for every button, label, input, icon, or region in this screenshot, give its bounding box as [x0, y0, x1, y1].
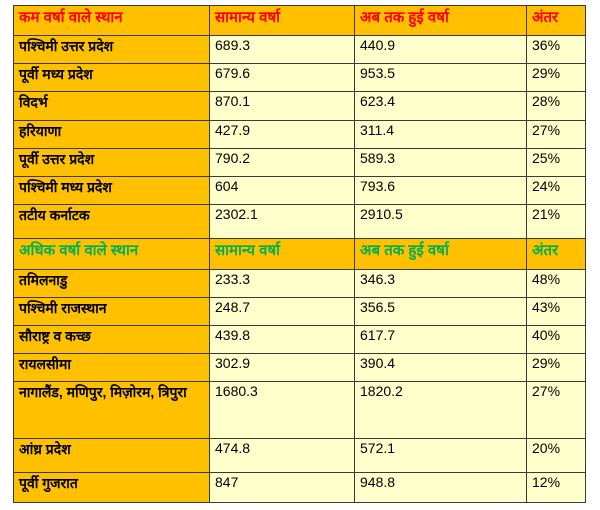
- difference-cell: 40%: [527, 325, 586, 353]
- actual-rainfall-cell: 390.4: [355, 354, 527, 382]
- difference-cell: 27%: [527, 382, 586, 438]
- difference-cell: 29%: [527, 64, 586, 92]
- actual-rainfall-cell: 617.7: [355, 325, 527, 353]
- high-rain-header-row: [14, 239, 586, 269]
- normal-rainfall-cell: 233.3: [210, 269, 355, 297]
- difference-cell: 24%: [527, 176, 586, 204]
- actual-rainfall-cell: 440.9: [355, 36, 527, 64]
- location-cell: पश्चिमी मध्य प्रदेश: [14, 176, 210, 204]
- difference-cell: 20%: [527, 438, 586, 472]
- table-row: [14, 325, 586, 353]
- low-rain-header-row: [14, 6, 586, 36]
- difference-cell: 12%: [527, 472, 586, 502]
- high-rain-difference-header: अंतर: [527, 239, 586, 269]
- low-rain-section: [14, 6, 586, 239]
- actual-rainfall-cell: 948.8: [355, 472, 527, 502]
- low-rain-actual-header: अब तक हुई वर्षा: [355, 6, 527, 36]
- difference-cell: 29%: [527, 354, 586, 382]
- table-row: [14, 176, 586, 204]
- location-cell: रायलसीमा: [14, 354, 210, 382]
- actual-rainfall-cell: 589.3: [355, 148, 527, 176]
- normal-rainfall-cell: 847: [210, 472, 355, 502]
- difference-cell: 36%: [527, 36, 586, 64]
- high-rain-normal-header: सामान्य वर्षा: [210, 239, 355, 269]
- location-cell: आंध्र प्रदेश: [14, 438, 210, 472]
- table-row: [14, 269, 586, 297]
- difference-cell: 27%: [527, 120, 586, 148]
- normal-rainfall-cell: 302.9: [210, 354, 355, 382]
- low-rain-normal-header: सामान्य वर्षा: [210, 6, 355, 36]
- normal-rainfall-cell: 248.7: [210, 297, 355, 325]
- high-rain-actual-header: अब तक हुई वर्षा: [355, 239, 527, 269]
- location-cell: विदर्भ: [14, 92, 210, 120]
- low-rain-location-header: कम वर्षा वाले स्थान: [14, 6, 210, 36]
- normal-rainfall-cell: 689.3: [210, 36, 355, 64]
- actual-rainfall-cell: 1820.2: [355, 382, 527, 438]
- table-row: [14, 148, 586, 176]
- location-cell: नागालैंड, मणिपुर, मिज़ोरम, त्रिपुरा: [14, 382, 210, 438]
- actual-rainfall-cell: 2910.5: [355, 205, 527, 239]
- location-cell: पश्चिमी राजस्थान: [14, 297, 210, 325]
- normal-rainfall-cell: 604: [210, 176, 355, 204]
- actual-rainfall-cell: 311.4: [355, 120, 527, 148]
- location-cell: पश्चिमी उत्तर प्रदेश: [14, 36, 210, 64]
- normal-rainfall-cell: 474.8: [210, 438, 355, 472]
- actual-rainfall-cell: 623.4: [355, 92, 527, 120]
- table-row: [14, 382, 586, 438]
- location-cell: हरियाणा: [14, 120, 210, 148]
- table-row: [14, 472, 586, 502]
- location-cell: तमिलनाडु: [14, 269, 210, 297]
- actual-rainfall-cell: 572.1: [355, 438, 527, 472]
- table-row: [14, 297, 586, 325]
- table-row: [14, 36, 586, 64]
- difference-cell: 43%: [527, 297, 586, 325]
- normal-rainfall-cell: 2302.1: [210, 205, 355, 239]
- table-row: [14, 92, 586, 120]
- table-row: [14, 438, 586, 472]
- high-rain-section: [14, 239, 586, 503]
- low-rain-difference-header: अंतर: [527, 6, 586, 36]
- normal-rainfall-cell: 427.9: [210, 120, 355, 148]
- location-cell: पूर्वी उत्तर प्रदेश: [14, 148, 210, 176]
- difference-cell: 25%: [527, 148, 586, 176]
- location-cell: सौराष्ट्र व कच्छ: [14, 325, 210, 353]
- location-cell: पूर्वी मध्य प्रदेश: [14, 64, 210, 92]
- normal-rainfall-cell: 439.8: [210, 325, 355, 353]
- normal-rainfall-cell: 870.1: [210, 92, 355, 120]
- table-row: [14, 205, 586, 239]
- location-cell: पूर्वी गुजरात: [14, 472, 210, 502]
- location-cell: तटीय कर्नाटक: [14, 205, 210, 239]
- normal-rainfall-cell: 790.2: [210, 148, 355, 176]
- difference-cell: 21%: [527, 205, 586, 239]
- actual-rainfall-cell: 953.5: [355, 64, 527, 92]
- normal-rainfall-cell: 679.6: [210, 64, 355, 92]
- table-row: [14, 120, 586, 148]
- high-rain-location-header: अधिक वर्षा वाले स्थान: [14, 239, 210, 269]
- rainfall-table: [13, 5, 586, 503]
- actual-rainfall-cell: 793.6: [355, 176, 527, 204]
- table-row: [14, 64, 586, 92]
- actual-rainfall-cell: 346.3: [355, 269, 527, 297]
- difference-cell: 28%: [527, 92, 586, 120]
- difference-cell: 48%: [527, 269, 586, 297]
- table-row: [14, 354, 586, 382]
- actual-rainfall-cell: 356.5: [355, 297, 527, 325]
- normal-rainfall-cell: 1680.3: [210, 382, 355, 438]
